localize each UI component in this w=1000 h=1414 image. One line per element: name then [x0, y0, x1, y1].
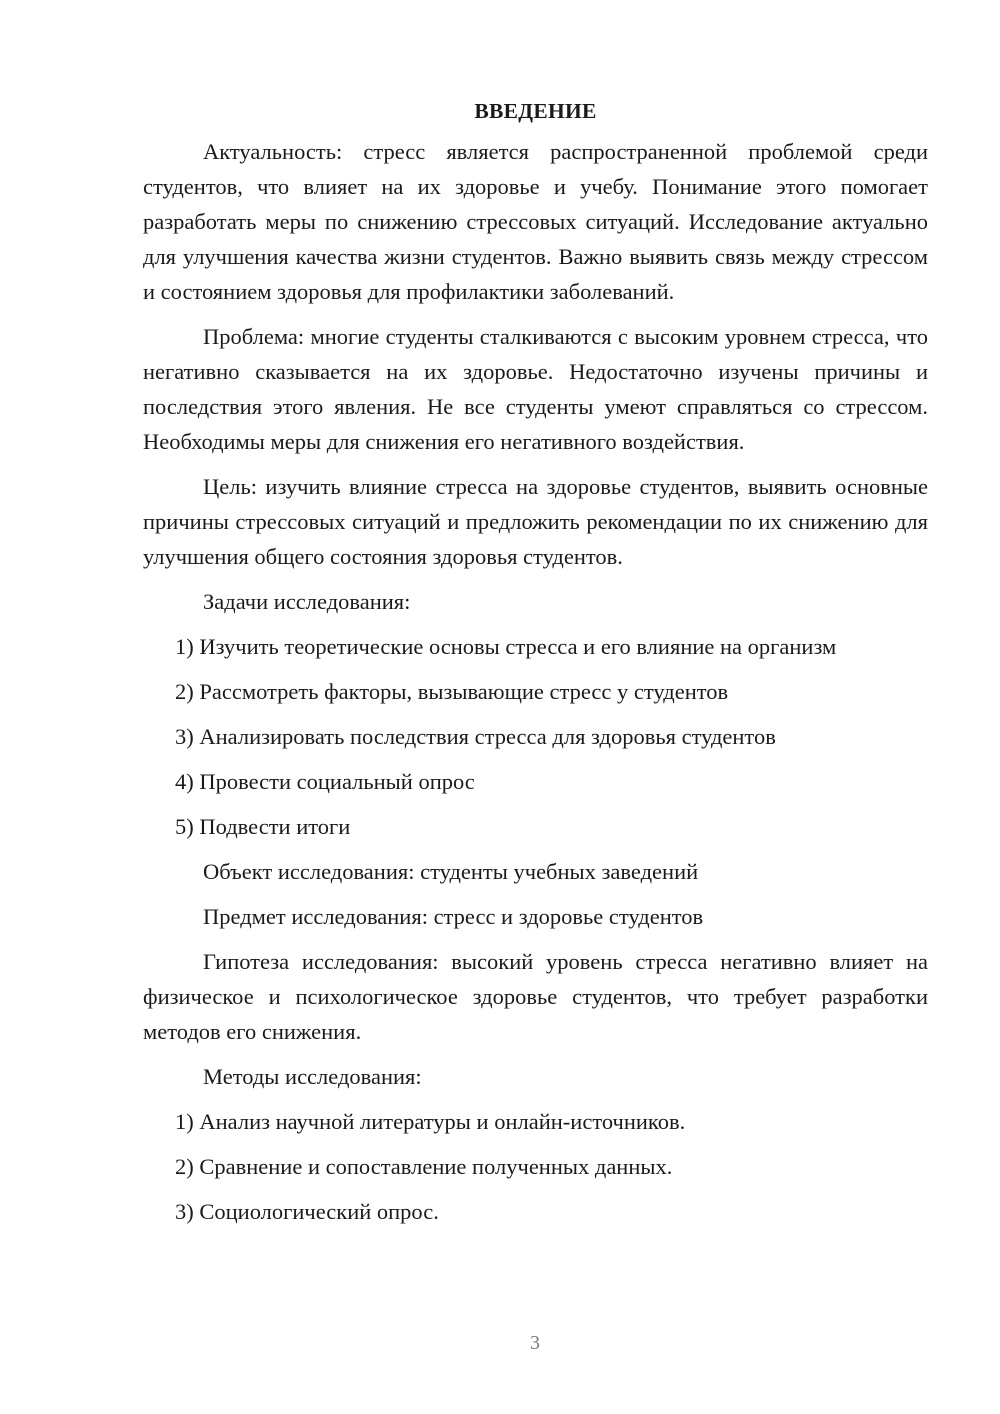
tasks-heading: Задачи исследования: — [203, 589, 411, 614]
methods-list — [143, 1104, 928, 1229]
list-item: 5) Подвести итоги — [175, 814, 351, 839]
page-number: 3 — [530, 1332, 540, 1354]
list-item: 1) Изучить теоретические основы стресса и его влияние на организм — [175, 634, 837, 659]
subject-paragraph: Предмет исследования: стресс и здоровье студентов — [203, 904, 704, 929]
methods-heading: Методы исследования: — [203, 1064, 422, 1089]
relevance-paragraph: Актуальность: стресс является распространенной проблемой среди студентов, что влияет на их здоровье и учебу. Понимание этого помогает разработать меры по снижению стрессовых ситуаций. Исследование актуально для улучшения качества жизни студентов. Важно выявить связь между стрессом и состоянием здоровья для профилактики заболеваний. — [143, 139, 928, 304]
page-content — [143, 96, 928, 1239]
list-item: 2) Сравнение и сопоставление полученных данных. — [175, 1154, 673, 1179]
list-item: 3) Социологический опрос. — [175, 1199, 439, 1224]
hypothesis-paragraph: Гипотеза исследования: высокий уровень стресса негативно влияет на физическое и психологическое здоровье студентов, что требует разработки методов его снижения. — [143, 949, 928, 1044]
object-paragraph: Объект исследования: студенты учебных заведений — [203, 859, 699, 884]
list-item: 1) Анализ научной литературы и онлайн-источников. — [175, 1109, 686, 1134]
section-heading: ВВЕДЕНИЕ — [474, 99, 597, 123]
tasks-list — [143, 629, 928, 844]
list-item: 3) Анализировать последствия стресса для здоровья студентов — [175, 724, 776, 749]
list-item: 4) Провести социальный опрос — [175, 769, 475, 794]
goal-paragraph: Цель: изучить влияние стресса на здоровье студентов, выявить основные причины стрессовых ситуаций и предложить рекомендации по их снижению для улучшения общего состояния здоровья студентов. — [143, 474, 928, 569]
list-item: 2) Рассмотреть факторы, вызывающие стресс у студентов — [175, 679, 729, 704]
problem-paragraph: Проблема: многие студенты сталкиваются с высоким уровнем стресса, что негативно сказывается на их здоровье. Недостаточно изучены причины и последствия этого явления. Не все студенты умеют справляться со стрессом. Необходимы меры для снижения его негативного воздействия. — [143, 324, 928, 454]
